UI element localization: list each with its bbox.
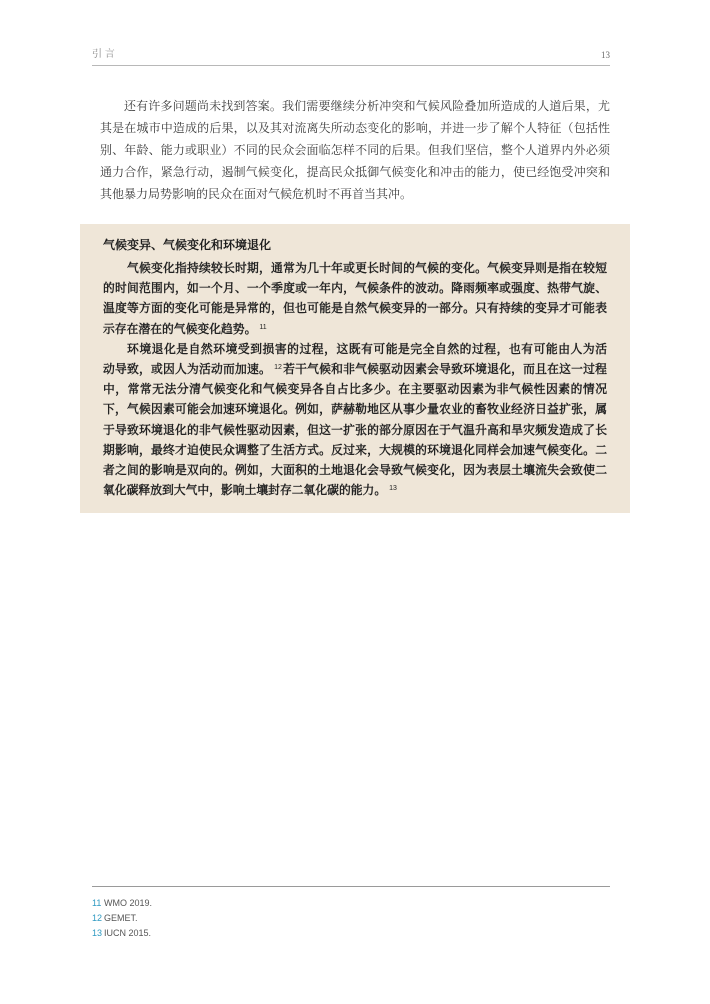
footnote (92, 896, 610, 911)
text-line (103, 319, 607, 339)
footnote-number: 13 (92, 928, 103, 938)
footnote-number: 11 (92, 898, 102, 908)
footnote-text: GEMET. (104, 913, 138, 923)
page-number: 13 (601, 50, 610, 60)
text-line: 气候变化指持续较长时期，通常为几十年或更长时间的气候的变化。气候变异则是指在较短 (127, 261, 607, 275)
box-title: 气候变异、气候变化和环境退化 (103, 238, 272, 252)
text-segment: 氧化碳释放到大气中，影响土壤封存二氧化碳的能力。 (103, 483, 387, 498)
text-line: 于导致环境退化的非气候性驱动因素，但这一扩张的部分原因在于气温升高和旱灾频发造成了长 (103, 422, 607, 437)
definition-box (80, 224, 630, 513)
text-line: 者之间的影响是双向的。例如，大面积的土地退化会导致气候变化，因为表层土壤流失会致使二 (103, 463, 607, 478)
footnote-reference: 12 (274, 364, 282, 372)
text-line: 下，气候因素可能会加速环境退化。例如，萨赫勒地区从事少量农业的畜牧业经济日益扩张，属 (103, 402, 607, 417)
footnote (92, 911, 610, 926)
footnote-number: 12 (92, 913, 103, 923)
text-line: 温度等方面的变化可能是异常的，但也可能是自然气候变异的一部分。只有持续的变异才可能表 (103, 301, 607, 316)
footnote-divider (92, 886, 610, 887)
running-header-section: 引 言 (92, 49, 115, 60)
box-body (103, 258, 607, 500)
text-line: 期影响，最终才迫使民众调整了生活方式。反过来，大规模的环境退化同样会加速气候变化。二 (103, 442, 607, 457)
text-line (103, 480, 607, 500)
footnote-reference: 13 (389, 485, 397, 493)
footnote-reference: 11 (259, 323, 267, 331)
footnote (92, 926, 610, 941)
text-line (103, 359, 607, 379)
text-segment: 示存在潜在的气候变化趋势。 (103, 321, 257, 336)
text-line: 别、年龄、能力或职业）不同的民众会面临怎样不同的后果。但我们坚信，整个人道界内外必须 (100, 143, 610, 157)
text-line: 还有许多问题尚未找到答案。我们需要继续分析冲突和气候风险叠加所造成的人道后果，尤 (124, 99, 610, 113)
text-segment: 动导致，或因人为活动而加速。 (103, 362, 272, 377)
intro-paragraph (100, 95, 610, 205)
text-line: 中，常常无法分清气候变化和气候变异各自占比多少。在主要驱动因素为非气候性因素的情况 (103, 382, 607, 397)
text-segment: 若干气候和非气候驱动因素会导致环境退化，而且在这一过程 (282, 362, 607, 377)
text-line: 其是在城市中造成的后果，以及其对流离失所动态变化的影响，并进一步了解个人特征（包括性 (100, 121, 610, 135)
text-line: 的时间范围内，如一个月、一个季度或一年内，气候条件的波动。降雨频率或强度、热带气旋、 (103, 281, 607, 296)
footnote-text: IUCN 2015. (104, 928, 152, 938)
text-line: 其他暴力局势影响的民众在面对气候危机时不再首当其冲。 (100, 187, 413, 201)
footnotes (92, 896, 610, 941)
header-divider (92, 65, 610, 66)
text-line: 通力合作，紧急行动，遏制气候变化，提高民众抵御气候变化和冲击的能力，使已经饱受冲突和 (100, 165, 610, 179)
text-line: 环境退化是自然环境受到损害的过程，这既有可能是完全自然的过程，也有可能由人为活 (127, 341, 607, 356)
footnote-text: WMO 2019. (104, 898, 153, 908)
